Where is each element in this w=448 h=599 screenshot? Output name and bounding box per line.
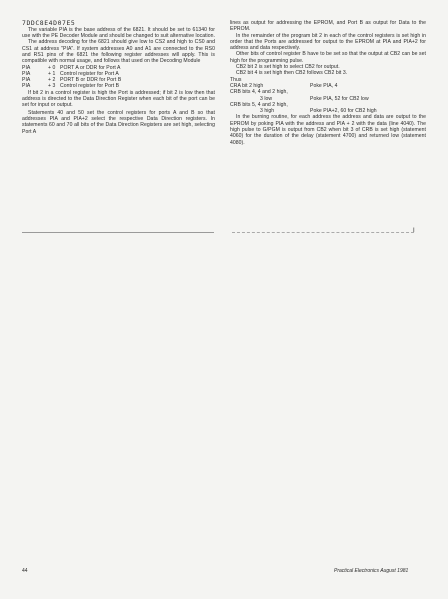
table-cell-desc: PORT A or DDR for Port A (60, 64, 121, 71)
page-number: 44 (22, 568, 28, 574)
table-cell-desc: PORT B or DDR for Port B (60, 77, 122, 84)
paragraph: The address decoding for the 6821 should give low to CS2 and high to CS0 and CS1 at address "PIA". If system addresses A0 and A1 are connected to the RS0 and RS1 pins of the 6821 the following register addresses will apply. This is compatible with normal usage, and follows that used on the Decoding Module (22, 39, 215, 65)
table-cell-addr: PIA (22, 83, 31, 90)
end-mark: I (413, 228, 415, 234)
table-cell-op: + 3 (48, 83, 56, 90)
right-column (230, 20, 426, 146)
poke-statement: Poke PIA, 4 (310, 82, 338, 89)
table-cell-op: + 0 (48, 64, 56, 71)
port-register-table (22, 65, 215, 90)
section-divider (22, 232, 214, 233)
poke-statement: Poke PIA, 52 for CB2 low (310, 95, 369, 102)
register-setting: 3 high (260, 108, 275, 115)
paragraph: If bit 2 in a control register is high the Port is addressed; if bit 2 is low then that address is directed to the Data Direction Register when each bit of the port can be set for input or output. (22, 89, 215, 109)
text-line: CB2 bit 4 is set high then CB2 follows CB2 bit 3. (236, 70, 348, 77)
poke-statement: Poke PIA+2, 60 for CB2 high (310, 108, 377, 115)
section-divider (232, 232, 414, 233)
paragraph: lines as output for addressing the EPROM, and Port B as output for Data to the EPROM. (230, 20, 426, 33)
paragraph: In the burning routine, for each address the address and data are output to the EPROM by poking PIA with the address and PIA + 2 with the data (line 4040). The high pulse to G/PGM is output from CB2 when bit 3 of CRB is set high (statement 4060) for the duration of the delay (statement 4700) and returned low (statement 4080). (230, 114, 426, 146)
paragraph: The variable PIA is the base address of the 6821. It should be set to 61340 for use with the PE Decoder Module and should be changed to suit alternative location. (22, 26, 215, 40)
paragraph: Other bits of control register B have to be set so that the output at CB2 can be set high for the programming pulse. (230, 51, 426, 64)
register-setting: CRA bit 2 high (230, 82, 264, 89)
text-line: CRB bits 4, 4 and 2 high, (230, 89, 288, 96)
text-line: Thus (230, 76, 242, 83)
table-cell-addr: PIA (22, 77, 31, 84)
publication-footer: Practical Electronics August 1981 (334, 568, 409, 574)
paragraph: In the remainder of the program bit 2 in each of the control registers is set high in order that the Ports are addressed for output to the EPROM at PIA and PIA+2 for address and data respectively. (230, 32, 426, 52)
left-column (22, 20, 215, 135)
table-cell-desc: Control register for Port A (60, 70, 119, 77)
table-cell-op: + 1 (48, 70, 56, 77)
register-setting: 3 low (260, 95, 273, 102)
paragraph: Statements 40 and 50 set the control registers for ports A and B so that addresses PIA and PIA+2 select the respective Data Direction registers. In statements 60 and 70 all bits of the Data Direction Registers are set high, selecting Port A (22, 109, 215, 135)
text-line: CB2 bit 2 is set high to select CB2 for output. (236, 64, 340, 71)
table-cell-addr: PIA (22, 70, 31, 77)
table-cell-desc: Control register for Port B (60, 83, 120, 90)
code-heading: 7DDC8E4D07E5 (22, 19, 76, 27)
table-cell-op: + 2 (48, 77, 56, 84)
text-line: CRB bits 5, 4 and 2 high, (230, 101, 288, 108)
table-cell-addr: PIA (22, 64, 31, 71)
